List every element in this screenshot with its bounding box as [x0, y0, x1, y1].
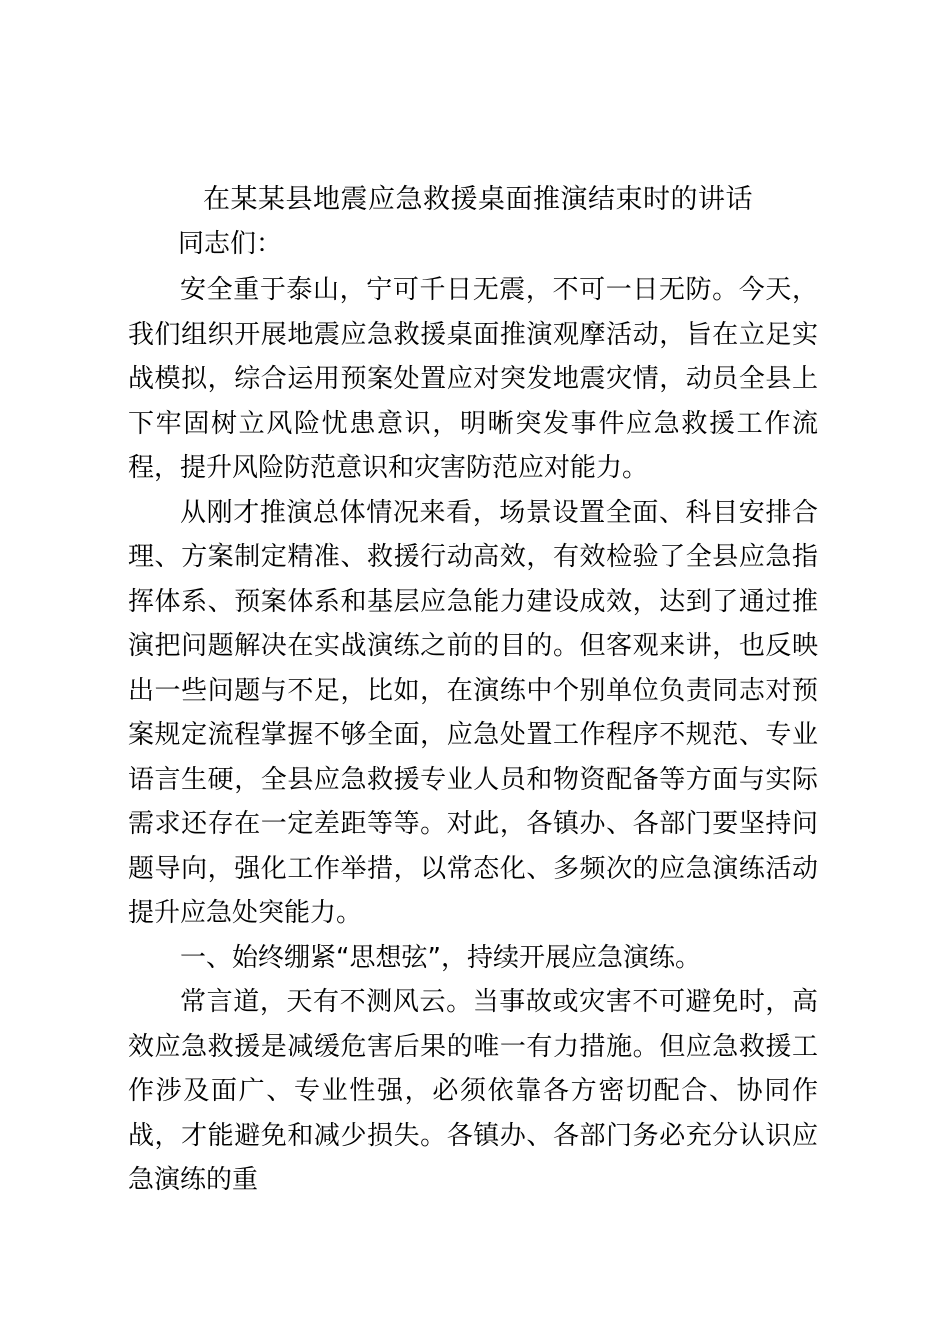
- document-title: 在某某县地震应急救援桌面推演结束时的讲话: [203, 184, 753, 215]
- document-body: [128, 268, 818, 1203]
- paragraph-assessment: 从刚才推演总体情况来看，场景设置全面、科目安排合理、方案制定精准、救援行动高效，有效检验了全县应急指挥体系、预案体系和基层应急能力建设成效，达到了通过推演把问题解决在实战演练之前的目的。但客观来讲，也反映出一些问题与不足，比如，在演练中个别单位负责同志对预案规定流程掌握不够全面，应急处置工作程序不规范、专业语言生硬，全县应急救援专业人员和物资配备等方面与实际需求还存在一定差距等等。对此，各镇办、各部门要坚持问题导向，强化工作举措，以常态化、多频次的应急演练活动提升应急处突能力。: [128, 497, 818, 928]
- section-heading-1: 一、始终绷紧“思想弦”，持续开展应急演练。: [180, 942, 701, 973]
- salutation: 同志们：: [178, 229, 283, 259]
- paragraph-section-1: 常言道，天有不测风云。当事故或灾害不可避免时，高效应急救援是减缓危害后果的唯一有力措施。但应急救援工作涉及面广、专业性强，必须依靠各方密切配合、协同作战，才能避免和减少损失。各镇办、各部门务必充分认识应急演练的重: [128, 987, 818, 1195]
- paragraph-opening: 安全重于泰山，宁可千日无震，不可一日无防。今天，我们组织开展地震应急救援桌面推演观摩活动，旨在立足实战模拟，综合运用预案处置应对突发地震灾情，动员全县上下牢固树立风险忧患意识，明晰突发事件应急救援工作流程，提升风险防范意识和灾害防范应对能力。: [128, 275, 818, 483]
